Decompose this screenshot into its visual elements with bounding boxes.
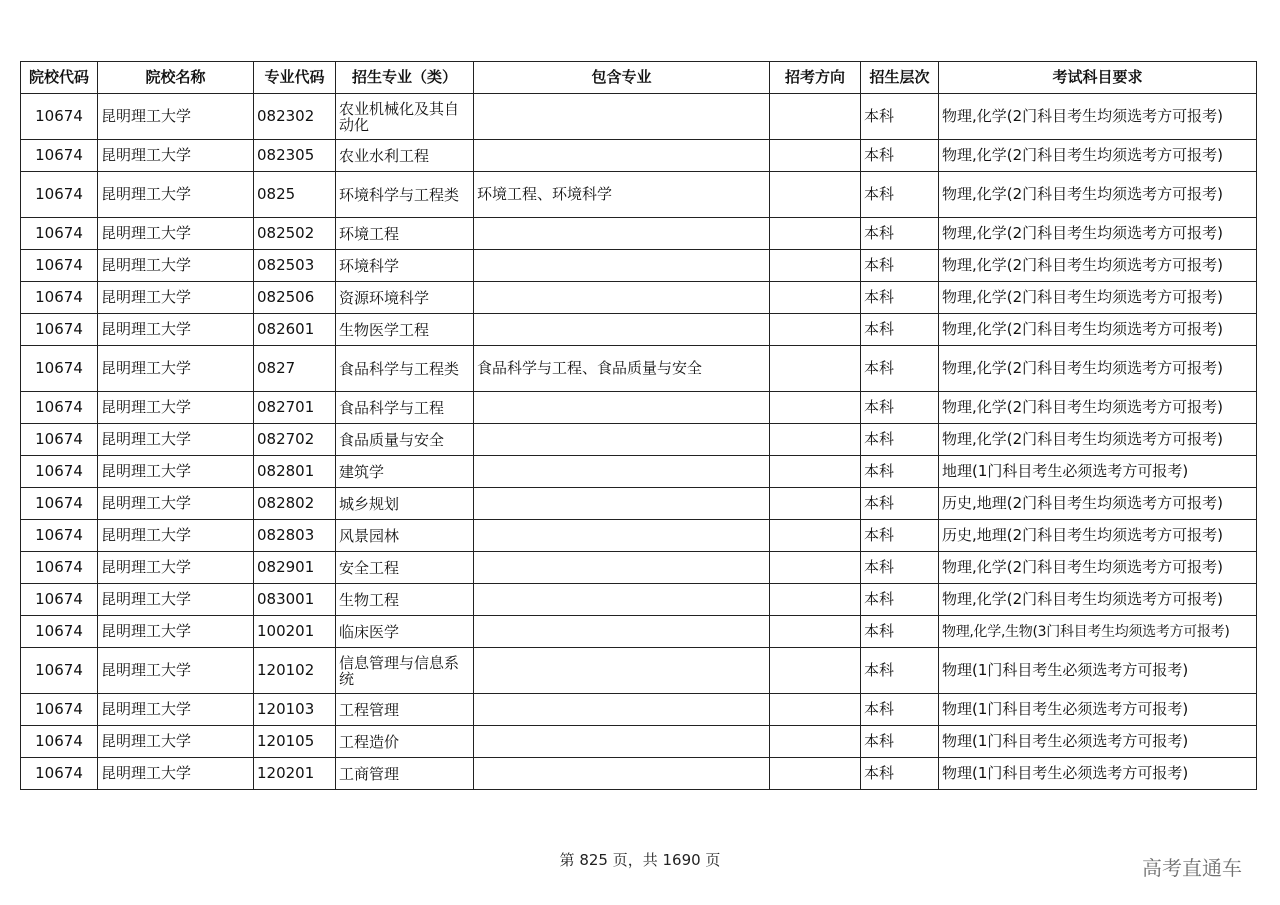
cell-subject-requirement: 物理,化学(2门科目考生均须选考方可报考) (939, 552, 1257, 584)
cell-major-code: 082701 (254, 392, 336, 424)
cell-level: 本科 (861, 520, 939, 552)
cell-school-code: 10674 (21, 616, 98, 648)
header-direction: 招考方向 (770, 62, 861, 94)
table-row (21, 648, 1257, 694)
cell-direction (770, 172, 861, 218)
cell-major-code: 082502 (254, 218, 336, 250)
cell-school-name: 昆明理工大学 (98, 424, 254, 456)
cell-major: 环境科学与工程类 (336, 172, 474, 218)
table-row (21, 488, 1257, 520)
cell-level: 本科 (861, 726, 939, 758)
cell-direction (770, 726, 861, 758)
cell-level: 本科 (861, 584, 939, 616)
cell-school-name: 昆明理工大学 (98, 392, 254, 424)
cell-subject-requirement: 物理(1门科目考生必须选考方可报考) (939, 758, 1257, 790)
cell-school-name: 昆明理工大学 (98, 758, 254, 790)
cell-school-code: 10674 (21, 488, 98, 520)
cell-major-code: 082302 (254, 94, 336, 140)
cell-major: 生物工程 (336, 584, 474, 616)
cell-school-code: 10674 (21, 314, 98, 346)
cell-included-majors: 环境工程、环境科学 (474, 172, 770, 218)
cell-direction (770, 282, 861, 314)
cell-subject-requirement: 物理,化学(2门科目考生均须选考方可报考) (939, 346, 1257, 392)
cell-included-majors (474, 726, 770, 758)
cell-level: 本科 (861, 456, 939, 488)
cell-major: 食品质量与安全 (336, 424, 474, 456)
cell-subject-requirement: 物理,化学(2门科目考生均须选考方可报考) (939, 282, 1257, 314)
cell-school-code: 10674 (21, 456, 98, 488)
cell-school-code: 10674 (21, 552, 98, 584)
cell-direction (770, 694, 861, 726)
cell-major: 食品科学与工程 (336, 392, 474, 424)
table-row (21, 694, 1257, 726)
cell-level: 本科 (861, 424, 939, 456)
cell-level: 本科 (861, 140, 939, 172)
cell-level: 本科 (861, 346, 939, 392)
cell-direction (770, 584, 861, 616)
cell-subject-requirement: 物理,化学(2门科目考生均须选考方可报考) (939, 218, 1257, 250)
cell-subject-requirement: 物理,化学(2门科目考生均须选考方可报考) (939, 314, 1257, 346)
header-school-name: 院校名称 (98, 62, 254, 94)
cell-major-code: 120102 (254, 648, 336, 694)
cell-school-code: 10674 (21, 250, 98, 282)
table-row (21, 140, 1257, 172)
cell-direction (770, 250, 861, 282)
table-row (21, 552, 1257, 584)
cell-school-code: 10674 (21, 346, 98, 392)
cell-major: 风景园林 (336, 520, 474, 552)
table-row (21, 584, 1257, 616)
header-level: 招生层次 (861, 62, 939, 94)
cell-major-code: 082506 (254, 282, 336, 314)
cell-school-name: 昆明理工大学 (98, 488, 254, 520)
cell-direction (770, 520, 861, 552)
cell-subject-requirement: 物理,化学(2门科目考生均须选考方可报考) (939, 250, 1257, 282)
cell-subject-requirement: 物理,化学(2门科目考生均须选考方可报考) (939, 424, 1257, 456)
cell-school-name: 昆明理工大学 (98, 616, 254, 648)
cell-school-name: 昆明理工大学 (98, 314, 254, 346)
cell-direction (770, 648, 861, 694)
table-row (21, 250, 1257, 282)
cell-direction (770, 94, 861, 140)
cell-level: 本科 (861, 616, 939, 648)
watermark: 高考直通车 (1142, 856, 1242, 880)
cell-direction (770, 616, 861, 648)
cell-major-code: 0825 (254, 172, 336, 218)
cell-level: 本科 (861, 694, 939, 726)
table-row (21, 424, 1257, 456)
cell-major-code: 082503 (254, 250, 336, 282)
cell-subject-requirement: 物理,化学(2门科目考生均须选考方可报考) (939, 140, 1257, 172)
cell-level: 本科 (861, 648, 939, 694)
cell-subject-requirement: 物理(1门科目考生必须选考方可报考) (939, 726, 1257, 758)
cell-major-code: 120103 (254, 694, 336, 726)
cell-major: 建筑学 (336, 456, 474, 488)
cell-included-majors (474, 488, 770, 520)
cell-major: 农业机械化及其自动化 (336, 94, 474, 140)
cell-school-code: 10674 (21, 520, 98, 552)
cell-included-majors (474, 520, 770, 552)
cell-school-code: 10674 (21, 648, 98, 694)
cell-major: 工程造价 (336, 726, 474, 758)
cell-school-code: 10674 (21, 282, 98, 314)
cell-included-majors (474, 392, 770, 424)
cell-level: 本科 (861, 282, 939, 314)
cell-major-code: 082601 (254, 314, 336, 346)
cell-level: 本科 (861, 250, 939, 282)
cell-major: 农业水利工程 (336, 140, 474, 172)
cell-school-name: 昆明理工大学 (98, 552, 254, 584)
cell-school-name: 昆明理工大学 (98, 218, 254, 250)
cell-included-majors (474, 250, 770, 282)
cell-major: 环境工程 (336, 218, 474, 250)
cell-included-majors (474, 140, 770, 172)
cell-level: 本科 (861, 488, 939, 520)
cell-level: 本科 (861, 172, 939, 218)
cell-school-name: 昆明理工大学 (98, 282, 254, 314)
cell-included-majors (474, 94, 770, 140)
header-included-majors: 包含专业 (474, 62, 770, 94)
cell-school-name: 昆明理工大学 (98, 172, 254, 218)
cell-level: 本科 (861, 552, 939, 584)
cell-major-code: 082803 (254, 520, 336, 552)
cell-direction (770, 218, 861, 250)
table-row (21, 172, 1257, 218)
cell-subject-requirement: 物理(1门科目考生必须选考方可报考) (939, 648, 1257, 694)
header-major-code: 专业代码 (254, 62, 336, 94)
table-row (21, 726, 1257, 758)
cell-school-code: 10674 (21, 140, 98, 172)
table-row (21, 456, 1257, 488)
cell-school-name: 昆明理工大学 (98, 694, 254, 726)
header-school-code: 院校代码 (21, 62, 98, 94)
cell-major-code: 082802 (254, 488, 336, 520)
cell-direction (770, 758, 861, 790)
header-subject-requirement: 考试科目要求 (939, 62, 1257, 94)
cell-school-code: 10674 (21, 584, 98, 616)
cell-school-code: 10674 (21, 424, 98, 456)
cell-school-code: 10674 (21, 218, 98, 250)
cell-major: 工商管理 (336, 758, 474, 790)
cell-school-name: 昆明理工大学 (98, 346, 254, 392)
cell-school-name: 昆明理工大学 (98, 584, 254, 616)
cell-direction (770, 488, 861, 520)
cell-subject-requirement: 物理,化学(2门科目考生均须选考方可报考) (939, 584, 1257, 616)
cell-major-code: 120201 (254, 758, 336, 790)
cell-subject-requirement: 物理,化学(2门科目考生均须选考方可报考) (939, 94, 1257, 140)
cell-major: 临床医学 (336, 616, 474, 648)
cell-school-code: 10674 (21, 392, 98, 424)
cell-level: 本科 (861, 94, 939, 140)
cell-direction (770, 392, 861, 424)
table-row (21, 758, 1257, 790)
cell-direction (770, 346, 861, 392)
cell-included-majors (474, 552, 770, 584)
cell-direction (770, 456, 861, 488)
cell-subject-requirement: 物理(1门科目考生必须选考方可报考) (939, 694, 1257, 726)
cell-school-code: 10674 (21, 694, 98, 726)
cell-major: 工程管理 (336, 694, 474, 726)
table-header-row (21, 62, 1257, 94)
cell-level: 本科 (861, 758, 939, 790)
cell-included-majors: 食品科学与工程、食品质量与安全 (474, 346, 770, 392)
cell-major: 食品科学与工程类 (336, 346, 474, 392)
table-row (21, 282, 1257, 314)
cell-subject-requirement: 地理(1门科目考生必须选考方可报考) (939, 456, 1257, 488)
cell-major-code: 082901 (254, 552, 336, 584)
cell-direction (770, 140, 861, 172)
cell-major-code: 082305 (254, 140, 336, 172)
cell-subject-requirement: 物理,化学(2门科目考生均须选考方可报考) (939, 172, 1257, 218)
cell-subject-requirement: 物理,化学,生物(3门科目考生均须选考方可报考) (939, 616, 1257, 648)
cell-included-majors (474, 218, 770, 250)
table-row (21, 392, 1257, 424)
cell-school-name: 昆明理工大学 (98, 94, 254, 140)
cell-level: 本科 (861, 392, 939, 424)
cell-major: 生物医学工程 (336, 314, 474, 346)
cell-included-majors (474, 694, 770, 726)
cell-major-code: 082702 (254, 424, 336, 456)
cell-included-majors (474, 314, 770, 346)
cell-school-name: 昆明理工大学 (98, 726, 254, 758)
cell-school-name: 昆明理工大学 (98, 250, 254, 282)
table-row (21, 218, 1257, 250)
table-row (21, 520, 1257, 552)
cell-major-code: 083001 (254, 584, 336, 616)
cell-subject-requirement: 历史,地理(2门科目考生均须选考方可报考) (939, 520, 1257, 552)
cell-major: 安全工程 (336, 552, 474, 584)
cell-included-majors (474, 648, 770, 694)
table-row (21, 314, 1257, 346)
cell-major: 环境科学 (336, 250, 474, 282)
cell-direction (770, 314, 861, 346)
cell-major-code: 100201 (254, 616, 336, 648)
cell-school-name: 昆明理工大学 (98, 140, 254, 172)
table-row (21, 616, 1257, 648)
cell-included-majors (474, 584, 770, 616)
page-number: 第 825 页，共 1690 页 (559, 851, 721, 869)
cell-major-code: 0827 (254, 346, 336, 392)
table-body (21, 94, 1257, 790)
cell-school-code: 10674 (21, 94, 98, 140)
header-major: 招生专业（类） (336, 62, 474, 94)
cell-major: 信息管理与信息系统 (336, 648, 474, 694)
cell-included-majors (474, 758, 770, 790)
cell-direction (770, 552, 861, 584)
cell-major: 城乡规划 (336, 488, 474, 520)
cell-major-code: 120105 (254, 726, 336, 758)
table-row (21, 346, 1257, 392)
cell-included-majors (474, 616, 770, 648)
cell-level: 本科 (861, 314, 939, 346)
cell-school-code: 10674 (21, 726, 98, 758)
cell-school-name: 昆明理工大学 (98, 648, 254, 694)
cell-subject-requirement: 历史,地理(2门科目考生均须选考方可报考) (939, 488, 1257, 520)
cell-direction (770, 424, 861, 456)
cell-level: 本科 (861, 218, 939, 250)
cell-included-majors (474, 456, 770, 488)
cell-school-code: 10674 (21, 172, 98, 218)
cell-school-name: 昆明理工大学 (98, 456, 254, 488)
cell-included-majors (474, 424, 770, 456)
cell-major: 资源环境科学 (336, 282, 474, 314)
cell-subject-requirement: 物理,化学(2门科目考生均须选考方可报考) (939, 392, 1257, 424)
cell-school-name: 昆明理工大学 (98, 520, 254, 552)
cell-school-code: 10674 (21, 758, 98, 790)
cell-included-majors (474, 282, 770, 314)
admissions-table (20, 61, 1257, 790)
table-row (21, 94, 1257, 140)
cell-major-code: 082801 (254, 456, 336, 488)
